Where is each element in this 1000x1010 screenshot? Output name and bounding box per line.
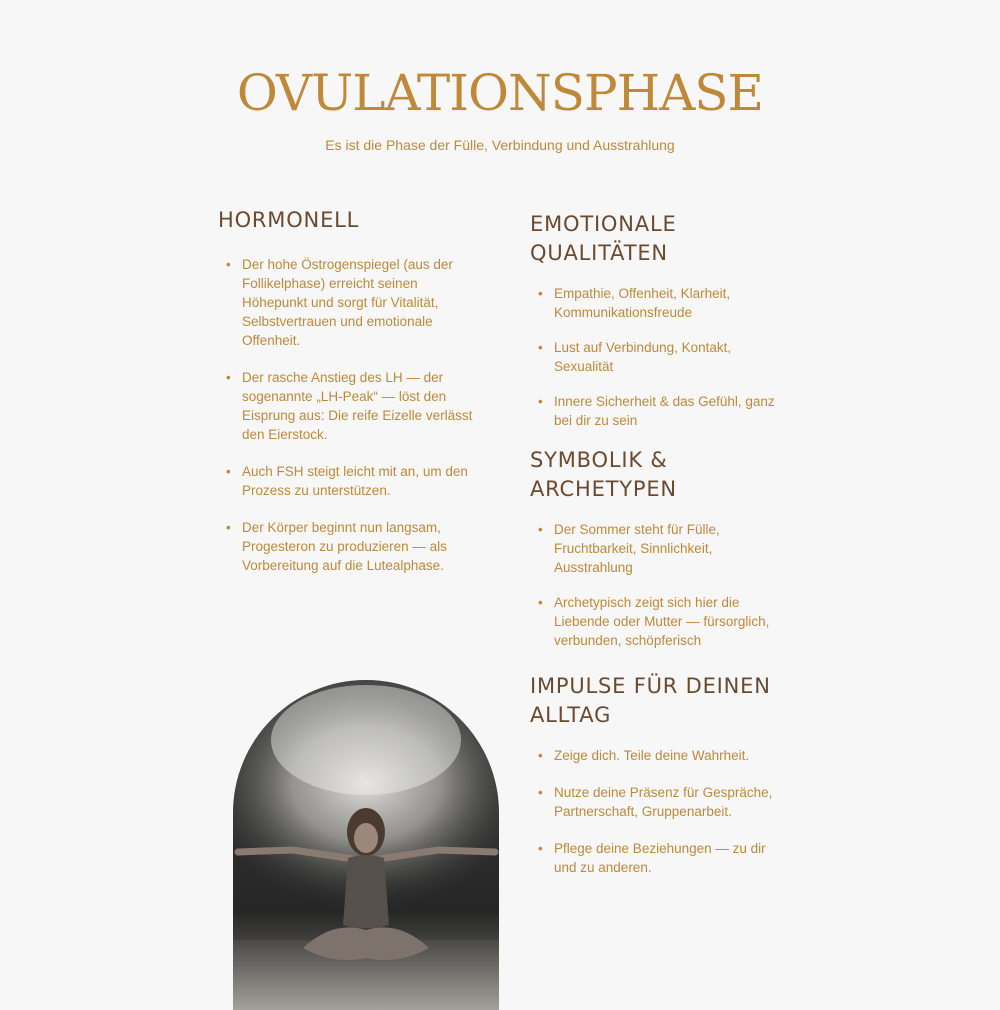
section-impulse <box>530 672 785 877</box>
list-item: • Nutze deine Präsenz für Gespräche, Partnerschaft, Gruppenarbeit. <box>530 783 785 821</box>
list-item: • Lust auf Verbindung, Kontakt, Sexualität <box>530 338 785 376</box>
torso <box>343 855 389 929</box>
list-item: • Empathie, Offenheit, Klarheit, Kommunikationsfreude <box>530 284 785 322</box>
section-hormonell <box>218 206 480 575</box>
left-column <box>218 206 480 593</box>
right-column <box>530 210 785 895</box>
list-item: • Der hohe Östrogenspiegel (aus der Follikelphase) erreicht seinen Höhepunkt und sorgt für Vitalität, Selbstvertrauen und emotionale Offenheit. <box>218 255 480 350</box>
list-item: • Der Körper beginnt nun langsam, Progesteron zu produzieren — als Vorbereitung auf die Lutealphase. <box>218 518 480 575</box>
list-item: • Der rasche Anstieg des LH — der sogenannte „LH-Peak“ — löst den Eisprung aus: Die reife Eizelle verlässt den Eierstock. <box>218 368 480 444</box>
list-item: • Innere Sicherheit & das Gefühl, ganz bei dir zu sein <box>530 392 785 430</box>
face <box>354 823 378 853</box>
section-heading: SYMBOLIK & ARCHETYPEN <box>530 448 677 501</box>
section-heading: HORMONELL <box>218 208 360 232</box>
crossed-legs <box>303 927 429 960</box>
section-symbolik <box>530 446 785 650</box>
section-emotional <box>530 210 785 430</box>
bullet-list <box>530 746 785 877</box>
list-item: • Pflege deine Beziehungen — zu dir und zu anderen. <box>530 839 785 877</box>
bullet-list <box>530 284 785 430</box>
list-item: • Der Sommer steht für Fülle, Fruchtbarkeit, Sinnlichkeit, Ausstrahlung <box>530 520 785 577</box>
page-title: OVULATIONSPHASE <box>236 64 764 122</box>
section-heading: IMPULSE FÜR DEINEN ALLTAG <box>530 674 771 727</box>
list-item: • Zeige dich. Teile deine Wahrheit. <box>530 746 785 765</box>
section-heading: EMOTIONALE QUALITÄTEN <box>530 212 677 265</box>
meditation-illustration <box>233 680 499 1010</box>
bullet-list <box>218 255 480 575</box>
powder-haze <box>271 685 461 795</box>
meditation-photo <box>233 680 499 1010</box>
list-item: • Archetypisch zeigt sich hier die Liebende oder Mutter — fürsorglich, verbunden, schöpferisch <box>530 593 785 650</box>
list-item: • Auch FSH steigt leicht mit an, um den Prozess zu unterstützen. <box>218 462 480 500</box>
bullet-list <box>530 520 785 650</box>
page-subtitle: Es ist die Phase der Fülle, Verbindung und Ausstrahlung <box>325 137 675 153</box>
